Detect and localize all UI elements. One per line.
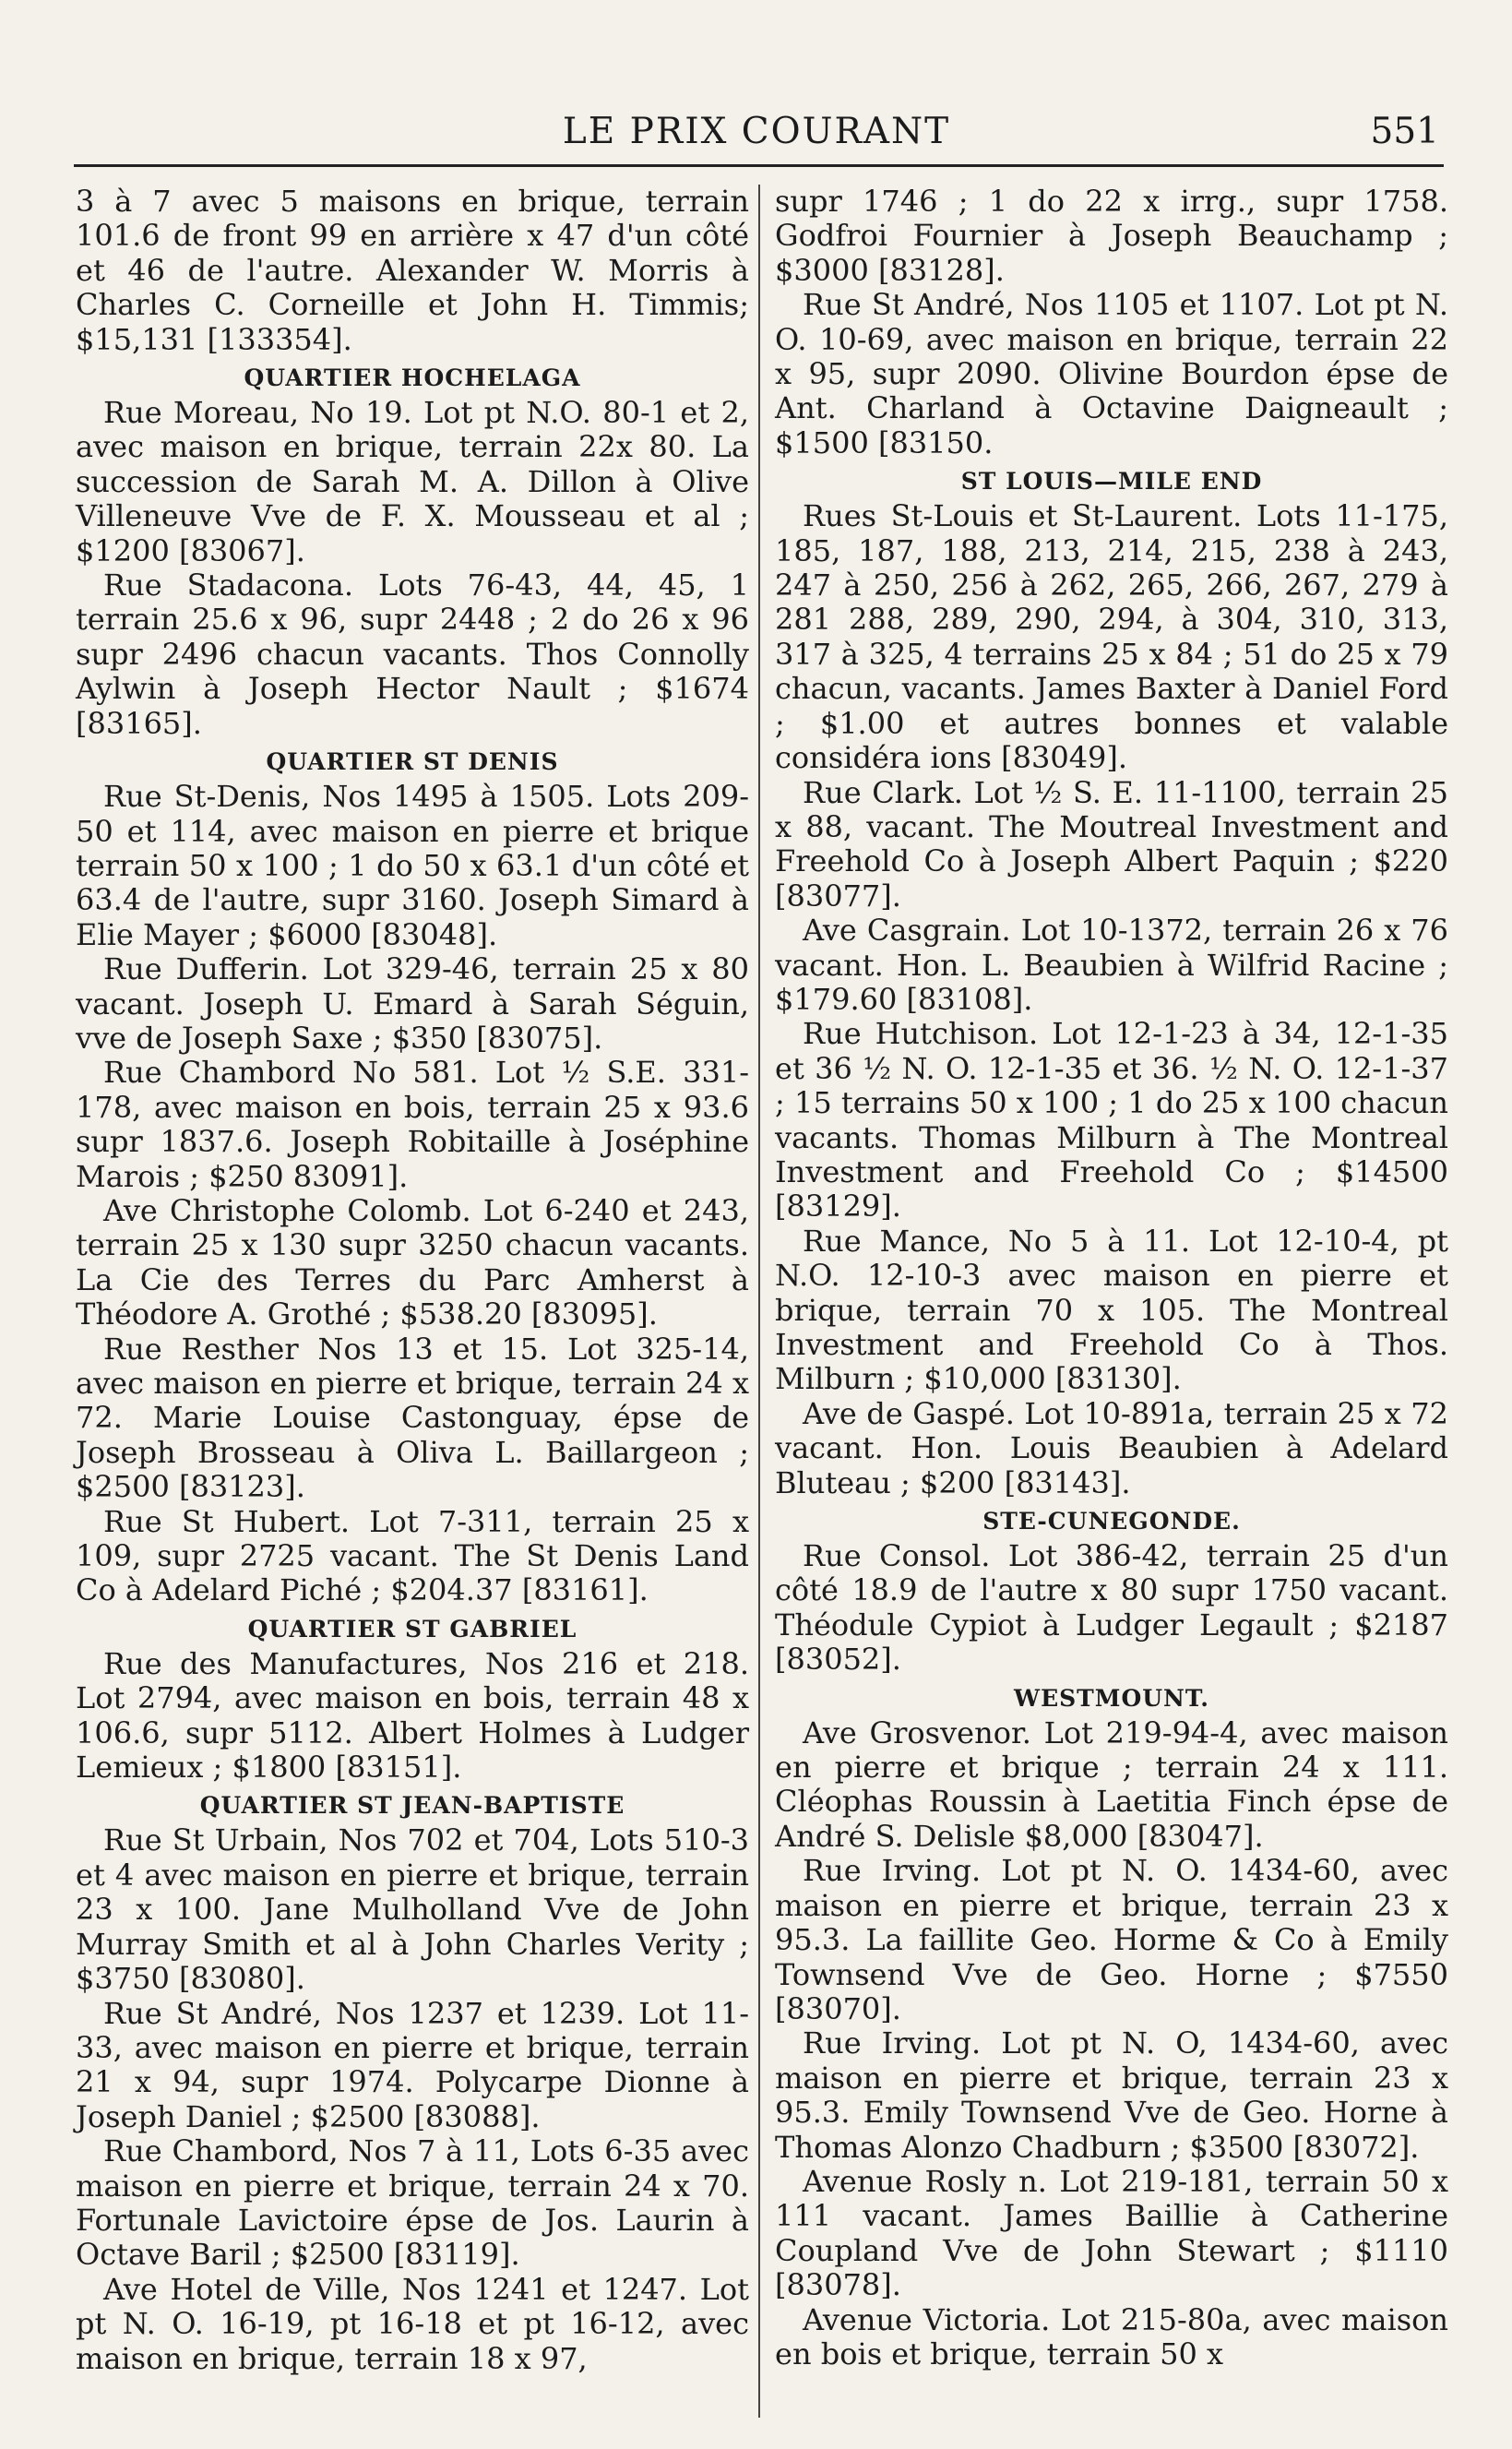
section-heading: WESTMOUNT. [1014,1684,1209,1712]
entry: supr 1746 ; 1 do 22 x irrg., supr 1758. Godfroi Fournier à Joseph Beauchamp ; $3000 [83128]. [775,184,1448,288]
column-divider [758,185,760,2418]
entry: Rue des Manufactures, Nos 216 et 218. Lot 2794, avec maison en bois, terrain 48 x 106.6, supr 5112. Albert Holmes à Ludger Lemieux ; $1800 [83151]. [76,1645,749,1786]
entry: Rue Irving. Lot pt N. O, 1434-60, avec maison en pierre et brique, terrain 23 x 95.3. Emily Townsend Vve de Geo. Horne à Thomas Alonzo Chadburn ; $3500 [83072]. [775,2025,1448,2165]
entry: Avenue Victoria. Lot 215-80a, avec maison en bois et brique, terrain 50 x [775,2301,1448,2371]
section-heading: STE-CUNEGONDE. [982,1508,1241,1535]
entry: Rue Chambord No 581. Lot ½ S.E. 331-178, avec maison en bois, terrain 25 x 93.6 supr 1837.6. Joseph Robitaille à Joséphine Marois ; $250 83091]. [76,1055,749,1194]
entry: Avenue Rosly n. Lot 219-181, terrain 50 x 111 vacant. James Baillie à Catherine Coupland Vve de John Stewart ; $1110 [83078]. [775,2163,1448,2303]
entry: 3 à 7 avec 5 maisons en brique, terrain 101.6 de front 99 en arrière x 47 d'un côté et 46 de l'autre. Alexander W. Morris à Charles C. Corneille et John H. Timmis; $15,131 [133354]. [76,184,749,357]
entry: Rue St Hubert. Lot 7-311, terrain 25 x 109, supr 2725 vacant. The St Denis Land Co à Adelard Piché ; $204.37 [83161]. [76,1503,749,1608]
entry: Rue Resther Nos 13 et 15. Lot 325-14, avec maison en pierre et brique, terrain 24 x 72. Marie Louise Castonguay, épse de Joseph Brosseau à Oliva L. Baillargeon ; $2500 [83123]. [76,1331,749,1505]
left-column [76,185,749,2376]
entry: Rue St André, Nos 1237 et 1239. Lot 11-33, avec maison en pierre et brique, terrain 21 x 94, supr 1974. Polycarpe Dionne à Joseph Daniel ; $2500 [83088]. [76,1995,749,2134]
entry: Rue St Urbain, Nos 702 et 704, Lots 510-3 et 4 avec maison en pierre et brique, terrain 23 x 100. Jane Mulholland Vve de John Murray Smith et al à John Charles Verity ; $3750 [83080]. [76,1822,749,1997]
journal-title: LE PRIX COURANT [562,111,951,152]
entry: Rue Hutchison. Lot 12-1-23 à 34, 12-1-35 et 36 ½ N. O. 12-1-35 et 36. ½ N. O. 12-1-37 ; 15 terrains 50 x 100 ; 1 do 25 x 100 chacun vacants. Thomas Milburn à The Montreal Investment and Freehold Co ; $14500 [83129]. [775,1016,1448,1224]
entry: Rue Mance, No 5 à 11. Lot 12-10-4, pt N.O. 12-10-3 avec maison en pierre et brique, terrain 70 x 105. The Montreal Investment and Freehold Co à Thos. Milburn ; $10,000 [83130]. [775,1223,1448,1397]
entry: Ave Christophe Colomb. Lot 6-240 et 243, terrain 25 x 130 supr 3250 chacun vacants. La Cie des Terres du Parc Amherst à Théodore A. Grothé ; $538.20 [83095]. [76,1192,749,1332]
entry: Rue Dufferin. Lot 329-46, terrain 25 x 80 vacant. Joseph U. Emard à Sarah Séguin, vve de Joseph Saxe ; $350 [83075]. [76,951,749,1056]
page-number: 551 [1370,111,1439,152]
entry: Rue Clark. Lot ½ S. E. 11-1100, terrain 25 x 88, vacant. The Moutreal Investment and Freehold Co à Joseph Albert Paquin ; $220 [83077]. [775,774,1448,914]
section-heading: QUARTIER ST JEAN-BAPTISTE [199,1792,625,1820]
section-heading: QUARTIER ST GABRIEL [247,1615,577,1643]
entry: Rues St-Louis et St-Laurent. Lots 11-175, 185, 187, 188, 213, 214, 215, 238 à 243, 247 à 250, 256 à 262, 265, 266, 267, 279 à 281 288, 289, 290, 294, à 304, 310, 313, 317 à 325, 4 terrains 25 x 84 ; 51 do 25 x 79 chacun, vacants. James Baxter à Daniel Ford ; $1.00 et autres bonnes et valable considéra ions [83049]. [775,498,1448,776]
section-heading: QUARTIER HOCHELAGA [244,364,581,392]
right-column [775,185,1448,2371]
section-heading: QUARTIER ST DENIS [266,748,559,776]
page-header [74,103,1439,168]
entry: Rue St-Denis, Nos 1495 à 1505. Lots 209-50 et 114, avec maison en pierre et brique terrain 50 x 100 ; 1 do 50 x 63.1 d'un côté et 63.4 de l'autre, supr 3160. Joseph Simard à Elie Mayer ; $6000 [83048]. [76,779,749,952]
entry: Ave de Gaspé. Lot 10-891a, terrain 25 x 72 vacant. Hon. Louis Beaubien à Adelard Bluteau ; $200 [83143]. [775,1395,1448,1500]
entry: Rue Irving. Lot pt N. O. 1434-60, avec maison en pierre et brique, terrain 23 x 95.3. La faillite Geo. Horme & Co à Emily Townsend Vve de Geo. Horne ; $7550 [83070]. [775,1853,1448,2026]
entry: Rue Stadacona. Lots 76-43, 44, 45, 1 terrain 25.6 x 96, supr 2448 ; 2 do 26 x 96 supr 2496 chacun vacants. Thos Connolly Aylwin à Joseph Hector Nault ; $1674 [83165]. [76,567,749,741]
section-heading: ST LOUIS—MILE END [960,468,1263,496]
entry: Ave Hotel de Ville, Nos 1241 et 1247. Lot pt N. O. 16-19, pt 16-18 et pt 16-12, avec maison en brique, terrain 18 x 97, [76,2271,749,2376]
entry: Rue Chambord, Nos 7 à 11, Lots 6-35 avec maison en pierre et brique, terrain 24 x 70. Fortunale Lavictoire épse de Jos. Laurin à Octave Baril ; $2500 [83119]. [76,2133,749,2273]
entry: Ave Grosvenor. Lot 219-94-4, avec maison en pierre et brique ; terrain 24 x 111. Cléophas Roussin à Laetitia Finch épse de André S. Delisle $8,000 [83047]. [775,1714,1448,1854]
entry: Ave Casgrain. Lot 10-1372, terrain 26 x 76 vacant. Hon. L. Beaubien à Wilfrid Racine ; $179.60 [83108]. [775,913,1448,1017]
header-rule [74,164,1444,167]
entry: Rue Consol. Lot 386-42, terrain 25 d'un côté 18.9 de l'autre x 80 supr 1750 vacant. Théodule Cypiot à Ludger Legault ; $2187 [83052]. [775,1538,1448,1678]
entry: Rue St André, Nos 1105 et 1107. Lot pt N. O. 10-69, avec maison en brique, terrain 22 x 95, supr 2090. Olivine Bourdon épse de Ant. Charland à Octavine Daigneault ; $1500 [83150. [775,287,1448,460]
entry: Rue Moreau, No 19. Lot pt N.O. 80-1 et 2, avec maison en brique, terrain 22x 80. La succession de Sarah M. A. Dillon à Olive Villeneuve Vve de F. X. Mousseau et al ; $1200 [83067]. [76,395,749,568]
